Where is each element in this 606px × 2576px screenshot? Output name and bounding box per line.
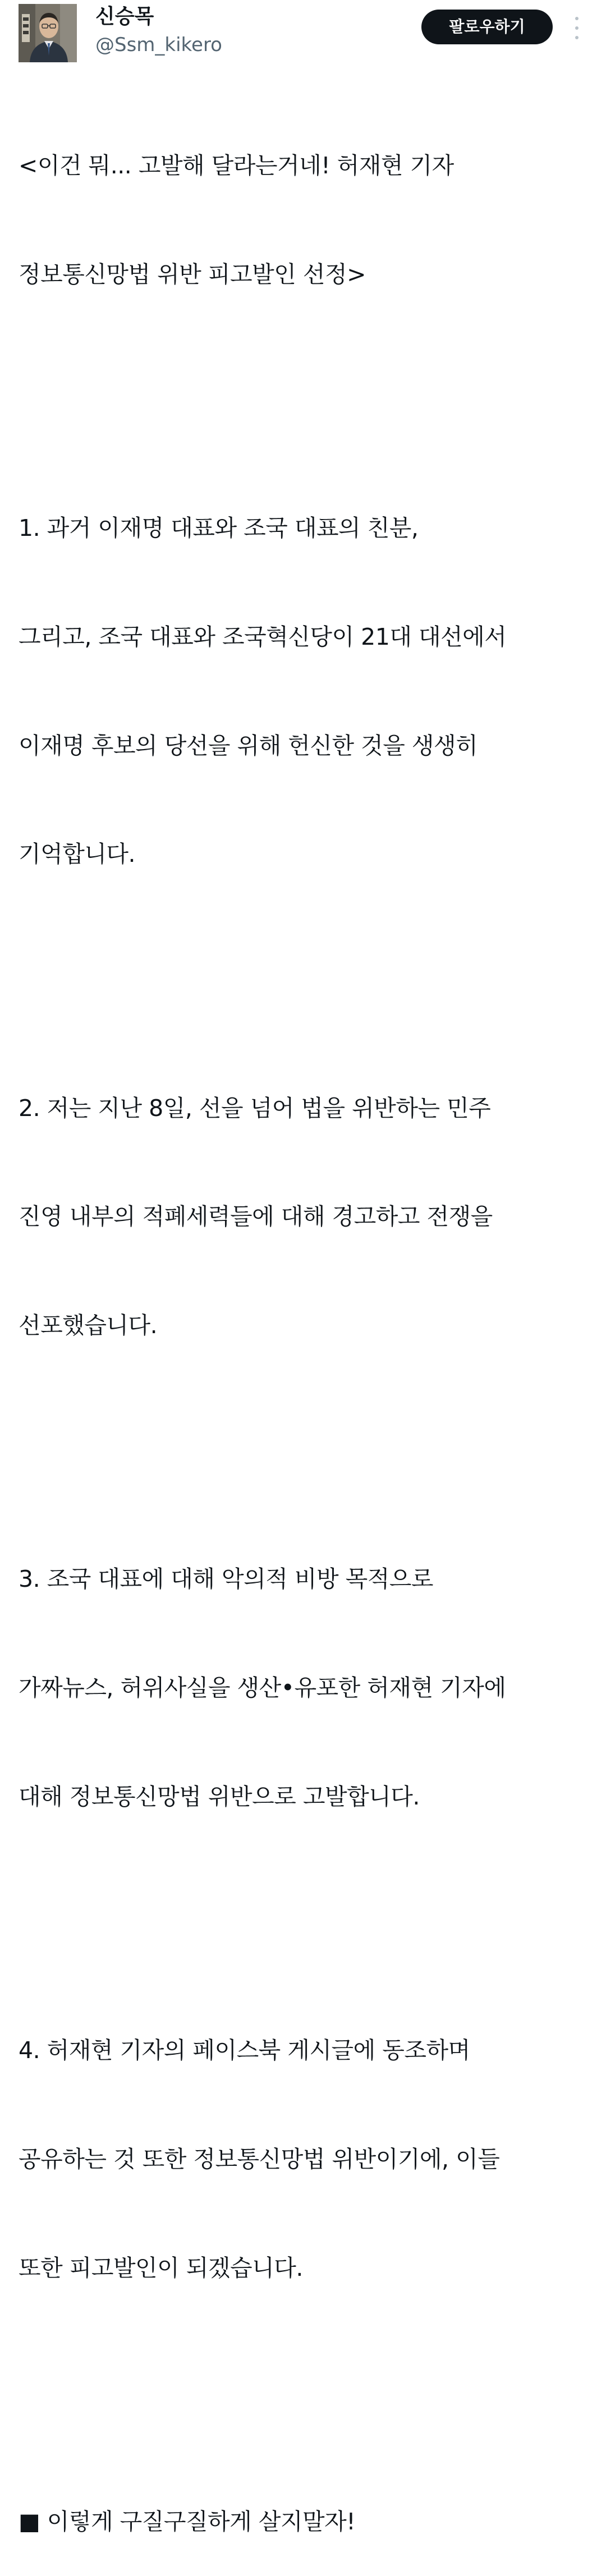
paragraph-gap (19, 2358, 596, 2395)
point-1-line: 기억합니다. (19, 841, 136, 868)
point-1-line: 그리고, 조국 대표와 조국혁신당이 21대 대선에서 (19, 623, 507, 650)
closing-line: ■ 이렇게 구질구질하게 살지말자! (19, 2508, 356, 2535)
display-name[interactable]: 신승목 (95, 5, 154, 28)
avatar[interactable] (19, 4, 77, 62)
point-1-line: 이재명 후보의 당선을 위해 헌신한 것을 생생히 (19, 732, 478, 759)
tweet-title-line: 정보통신망법 위반 피고발인 선정> (19, 260, 366, 288)
more-dot (575, 36, 579, 39)
point-3-line: 가짜뉴스, 허위사실을 생산•유포한 허재현 기자에 (19, 1674, 506, 1702)
avatar-image (19, 4, 77, 62)
paragraph-gap (19, 365, 596, 402)
more-dot (575, 17, 579, 20)
follow-button[interactable]: 팔로우하기 (421, 10, 553, 44)
point-4-line: 공유하는 것 또한 정보통신망법 위반이기에, 이들 (19, 2145, 500, 2173)
point-1-line: 1. 과거 이재명 대표와 조국 대표의 친분, (19, 515, 419, 542)
point-3-line: 3. 조국 대표에 대해 악의적 비방 목적으로 (19, 1565, 434, 1593)
tweet-header (0, 0, 606, 67)
point-4-line: 4. 허재현 기자의 페이스북 게시글에 동조하며 (19, 2037, 470, 2064)
paragraph-gap (19, 1888, 596, 1924)
paragraph-gap (19, 945, 596, 981)
paragraph-gap (19, 1416, 596, 1453)
point-2-line: 선포했습니다. (19, 1312, 158, 1339)
more-vertical-icon[interactable] (567, 16, 587, 40)
user-handle[interactable]: @Ssm_kikero (95, 34, 222, 56)
point-3-line: 대해 정보통신망법 위반으로 고발합니다. (19, 1783, 420, 1810)
tweet-text (19, 75, 596, 2576)
tweet-title-line: <이건 뭐... 고발해 달라는거네! 허재현 기자 (19, 152, 454, 180)
point-2-line: 2. 저는 지난 8일, 선을 넘어 법을 위반하는 민주 (19, 1094, 491, 1122)
point-4-line: 또한 피고발인이 되겠습니다. (19, 2254, 303, 2281)
more-dot (575, 26, 579, 30)
point-2-line: 진영 내부의 적폐세력들에 대해 경고하고 전쟁을 (19, 1203, 493, 1230)
